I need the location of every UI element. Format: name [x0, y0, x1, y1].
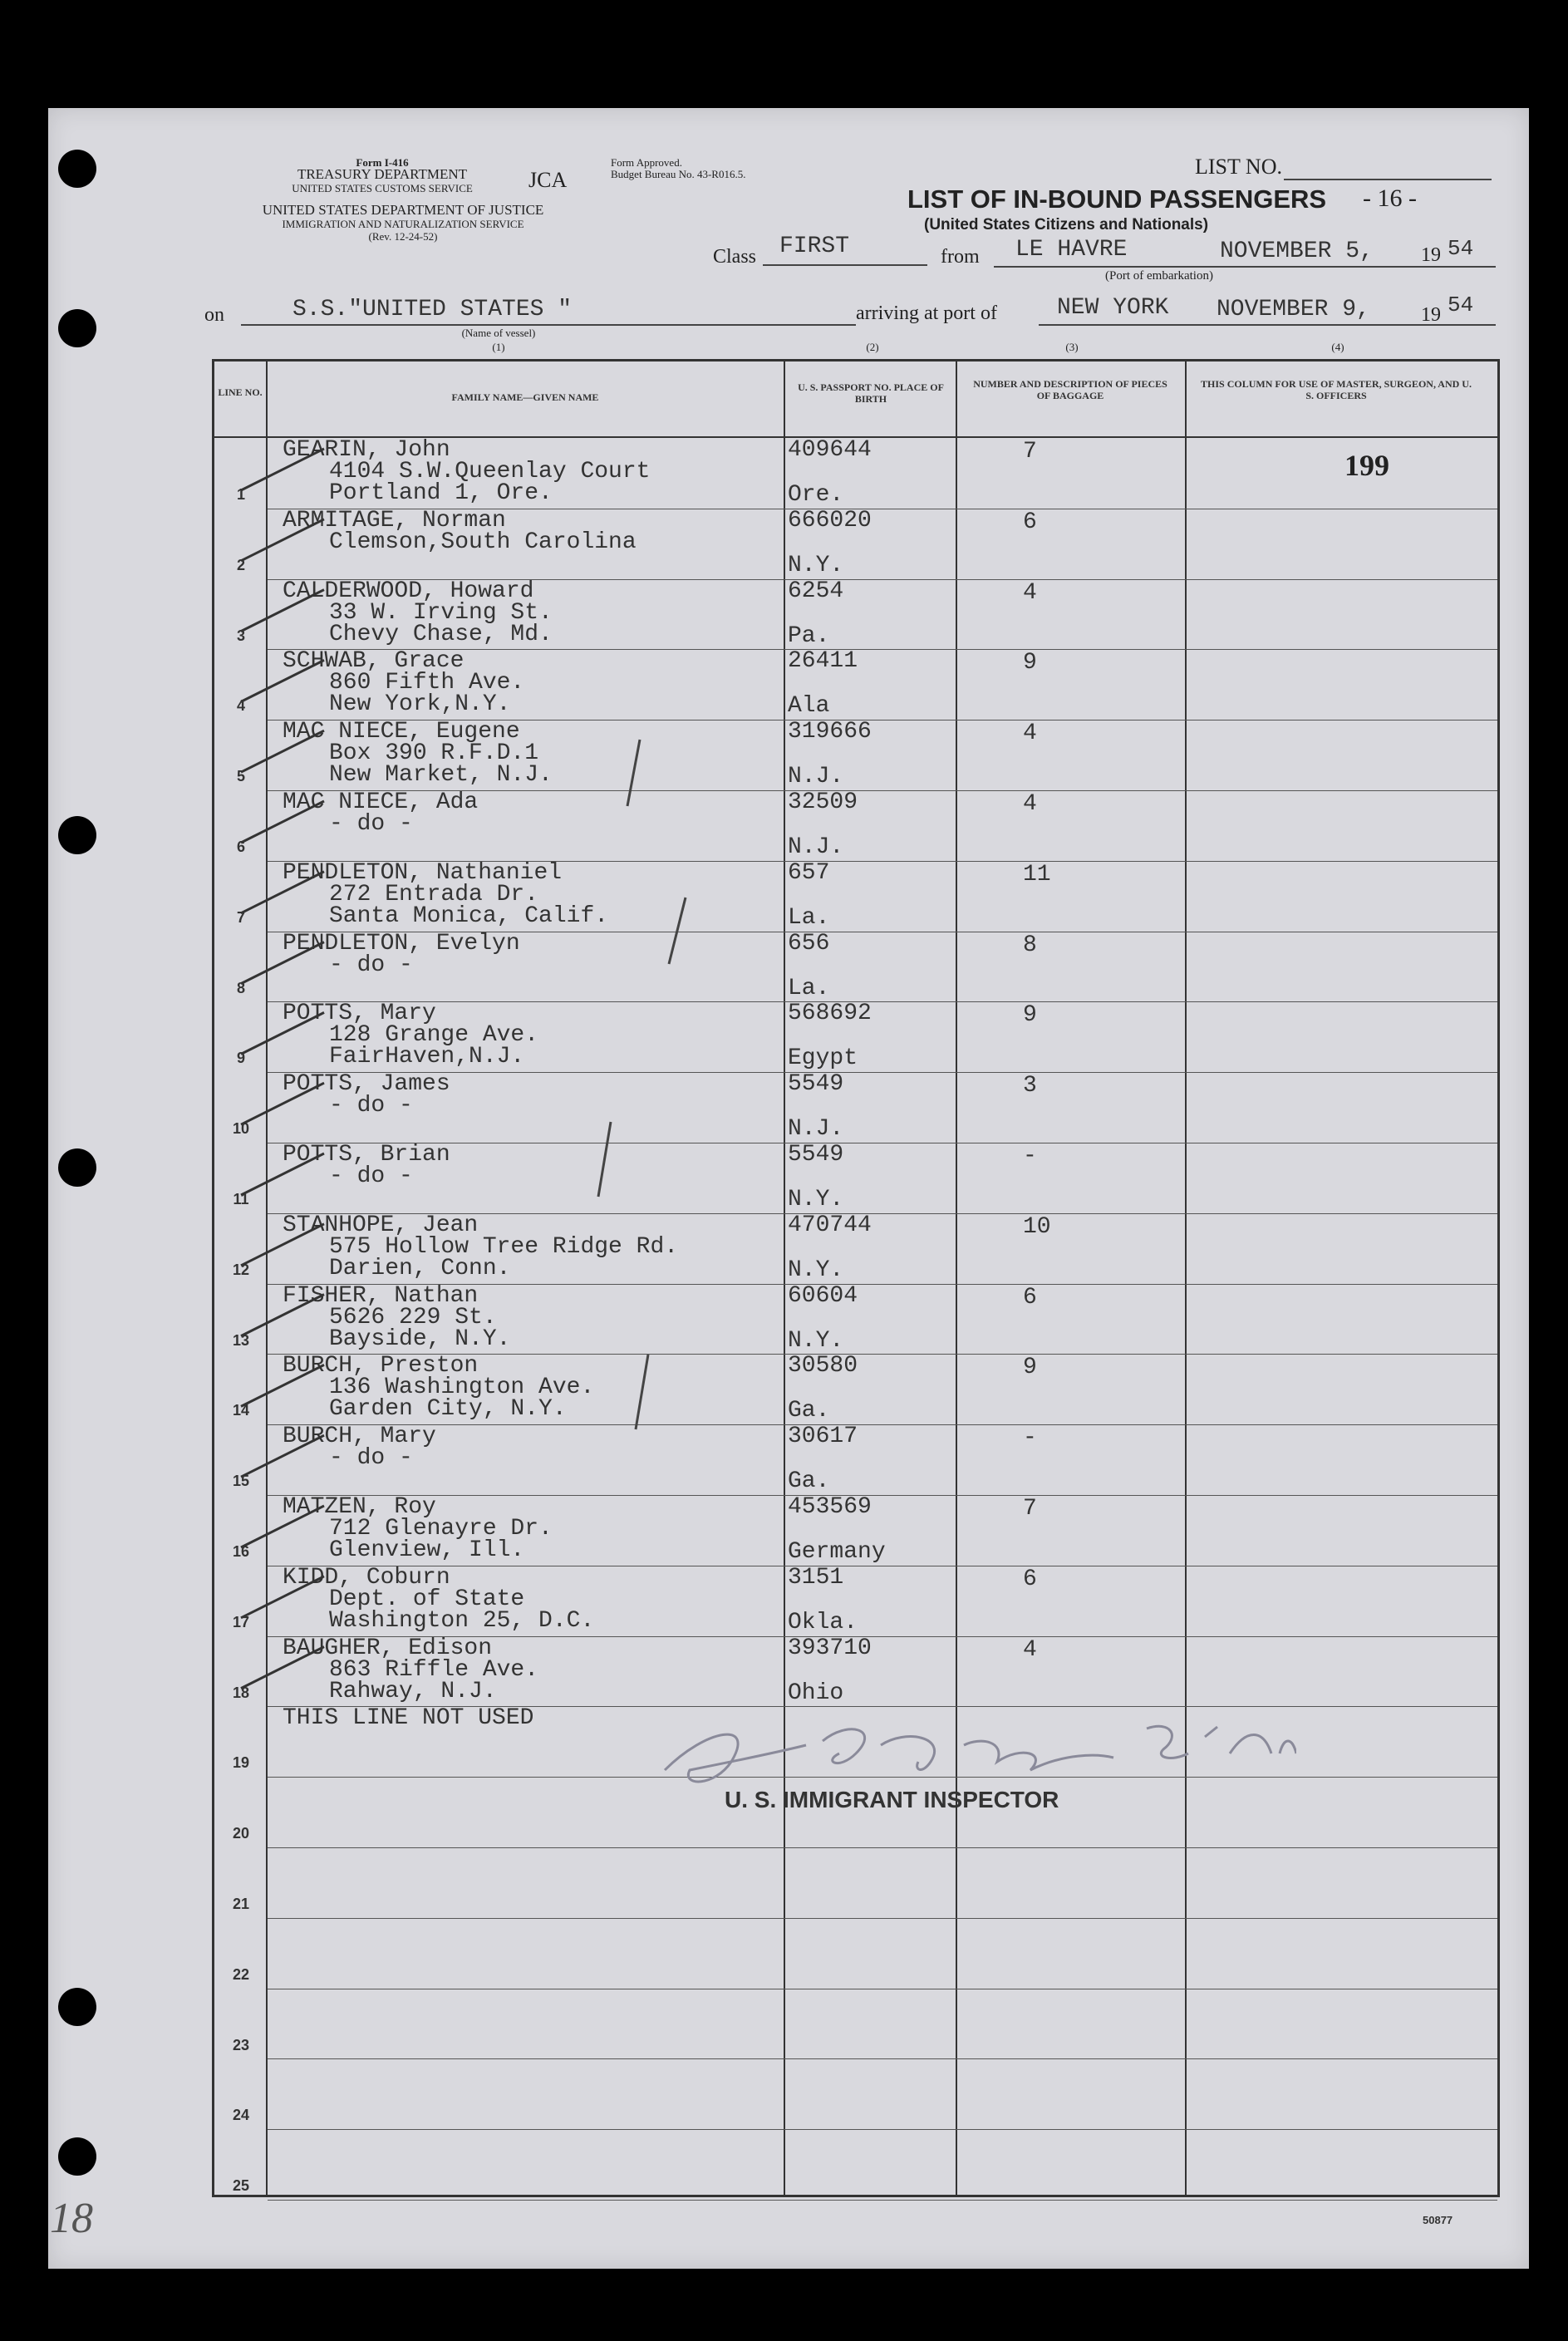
place-of-birth: La.	[788, 904, 830, 931]
check-mark	[241, 730, 324, 772]
place-of-birth: N.J.	[788, 834, 844, 860]
column-4-number: (4)	[1331, 341, 1344, 353]
line-number: 19	[232, 1754, 250, 1772]
line-number: 18	[232, 1684, 250, 1701]
form-approved: Form Approved.	[611, 156, 682, 169]
address-line-1: Dept. of State	[329, 1586, 525, 1612]
place-of-birth: N.Y.	[788, 1187, 844, 1212]
line-number: 24	[232, 2107, 250, 2124]
inspector-stamp: U. S. IMMIGRANT INSPECTOR	[725, 1787, 1059, 1812]
header-passport: U. S. PASSPORT NO. PLACE OF BIRTH	[798, 381, 944, 405]
address-line-1: - do -	[329, 1445, 413, 1472]
passport-number: 5549	[788, 1071, 844, 1098]
baggage-count: 4	[1023, 1636, 1037, 1663]
baggage-count: 7	[1023, 1496, 1037, 1522]
passenger-name: BURCH, Preston	[283, 1353, 479, 1380]
line-number: 15	[232, 1473, 250, 1490]
column-3-number: (3)	[1065, 341, 1079, 353]
pencil-mark	[627, 740, 640, 806]
clerk-initials: JCA	[528, 168, 568, 192]
line-number: 5	[236, 768, 245, 785]
address-line-2: New York,N.Y.	[329, 691, 511, 718]
place-of-birth: Okla.	[788, 1609, 858, 1635]
list-no-label: LIST NO.	[1195, 155, 1282, 179]
passenger-name: MATZEN, Roy	[283, 1494, 436, 1520]
address-line-1: 575 Hollow Tree Ridge Rd.	[329, 1233, 679, 1260]
address-line-1: Clemson,South Carolina	[329, 529, 637, 555]
passport-number: 3151	[788, 1564, 844, 1591]
check-mark	[241, 1295, 324, 1336]
check-mark	[241, 660, 324, 701]
line-number: 2	[236, 556, 245, 573]
address-line-1: 863 Riffle Ave.	[329, 1656, 539, 1683]
address-line-2: Chevy Chase, Md.	[329, 621, 553, 647]
arrival-date: NOVEMBER 9,	[1217, 297, 1370, 322]
passenger-name: CALDERWOOD, Howard	[283, 578, 534, 604]
baggage-count: 6	[1023, 509, 1037, 535]
place-of-birth: Ore.	[788, 482, 844, 508]
line-number: 23	[232, 2036, 250, 2053]
passenger-name: PENDLETON, Nathaniel	[283, 859, 563, 886]
passenger-name: MAC NIECE, Ada	[283, 789, 479, 815]
budget-bureau: Budget Bureau No. 43-R016.5.	[611, 168, 746, 180]
baggage-count: 4	[1023, 720, 1037, 747]
place-of-birth: N.Y.	[788, 1257, 844, 1283]
address-line-2: Bayside, N.Y.	[329, 1325, 511, 1352]
baggage-count: -	[1023, 1425, 1037, 1452]
passport-number: 5549	[788, 1142, 844, 1168]
baggage-count: 7	[1023, 439, 1037, 465]
vessel-caption: (Name of vessel)	[461, 327, 536, 339]
revision-date: (Rev. 12-24-52)	[368, 230, 438, 243]
arrival-underline	[1039, 324, 1496, 326]
baggage-count: 3	[1023, 1073, 1037, 1099]
line-number: 13	[232, 1331, 250, 1349]
passport-number: 656	[788, 930, 830, 957]
passenger-name: SCHWAB, Grace	[283, 648, 465, 675]
arriving-label: arriving at port of	[856, 302, 997, 324]
punch-hole	[58, 309, 96, 347]
place-of-birth: N.J.	[788, 764, 844, 790]
on-label: on	[204, 304, 224, 326]
line-number: 8	[236, 979, 245, 996]
check-mark	[241, 590, 324, 632]
passenger-name: STANHOPE, Jean	[283, 1212, 479, 1238]
line-number: 7	[236, 908, 245, 926]
passport-number: 6254	[788, 578, 844, 604]
passenger-name: BAUGHER, Edison	[283, 1635, 493, 1661]
address-line-1: - do -	[329, 952, 413, 978]
check-mark	[241, 1224, 324, 1266]
baggage-count: 10	[1023, 1213, 1051, 1240]
baggage-count: 9	[1023, 1355, 1037, 1381]
address-line-1: Box 390 R.F.D.1	[329, 740, 539, 767]
margin-mark: 18	[50, 2195, 93, 2242]
ins-service: IMMIGRATION AND NATURALIZATION SERVICE	[282, 218, 524, 230]
line-number: 25	[232, 2177, 250, 2195]
passport-number: 568692	[788, 1001, 872, 1027]
place-of-birth: N.Y.	[788, 552, 844, 578]
address-line-2: New Market, N.J.	[329, 762, 553, 789]
row-divider	[268, 2200, 1497, 2201]
address-line-1: 712 Glenayre Dr.	[329, 1516, 553, 1542]
passport-number: 470744	[788, 1212, 872, 1238]
print-code: 50877	[1423, 2214, 1453, 2226]
address-line-1: 128 Grange Ave.	[329, 1022, 539, 1049]
place-of-birth: Ga.	[788, 1468, 830, 1495]
place-of-birth: N.J.	[788, 1116, 844, 1143]
passport-number: 666020	[788, 507, 872, 534]
punch-hole	[58, 1148, 96, 1187]
check-mark	[241, 942, 324, 984]
passport-number: 30617	[788, 1424, 858, 1450]
embark-year-prefix: 19	[1421, 244, 1441, 266]
passport-number: 30580	[788, 1353, 858, 1380]
document-title: LIST OF IN-BOUND PASSENGERS	[907, 184, 1327, 214]
vessel-underline	[241, 324, 856, 326]
embarkation-date: NOVEMBER 5,	[1220, 239, 1374, 264]
passenger-name: GEARIN, John	[283, 437, 450, 463]
list-number: - 16 -	[1363, 184, 1417, 212]
check-mark	[241, 1576, 324, 1618]
column-divider	[1185, 361, 1187, 2195]
passport-number: 319666	[788, 719, 872, 745]
address-line-1: - do -	[329, 1163, 413, 1189]
place-of-birth: Ala	[788, 693, 830, 720]
place-of-birth: La.	[788, 975, 830, 1001]
line-number: 14	[232, 1402, 250, 1419]
port-of-embarkation: LE HAVRE	[1015, 237, 1128, 263]
customs-service: UNITED STATES CUSTOMS SERVICE	[292, 182, 473, 194]
passport-number: 60604	[788, 1282, 858, 1309]
port-embark-caption: (Port of embarkation)	[1105, 269, 1213, 283]
place-of-birth: Pa.	[788, 622, 830, 649]
pencil-mark	[669, 898, 686, 964]
header-line-no: LINE NO.	[218, 386, 263, 398]
line-number: 20	[232, 1825, 250, 1842]
check-mark	[241, 1647, 324, 1689]
row-divider	[268, 2129, 1497, 2130]
header-name: FAMILY NAME—GIVEN NAME	[451, 391, 599, 403]
check-mark	[241, 1365, 324, 1406]
address-line-2: Glenview, Ill.	[329, 1537, 525, 1563]
baggage-count: -	[1023, 1143, 1037, 1169]
check-marks	[233, 432, 748, 1695]
place-of-birth: N.Y.	[788, 1327, 844, 1354]
address-line-2: Washington 25, D.C.	[329, 1607, 595, 1634]
class-label: Class	[713, 246, 757, 268]
line-number: 11	[233, 1191, 249, 1207]
from-underline	[994, 266, 1496, 268]
passport-number: 32509	[788, 789, 858, 815]
check-mark	[241, 1435, 324, 1477]
line-number: 1	[236, 486, 245, 503]
address-line-2: Portland 1, Ore.	[329, 480, 553, 506]
address-line-1: - do -	[329, 811, 413, 837]
address-line-1: 4104 S.W.Queenlay Court	[329, 459, 651, 484]
arrival-port: NEW YORK	[1057, 295, 1169, 321]
address-line-1: 860 Fifth Ave.	[329, 670, 525, 696]
line-number: 4	[236, 697, 245, 715]
address-line-1: 5626 229 St.	[329, 1304, 497, 1330]
address-line-2: Santa Monica, Calif.	[329, 902, 609, 929]
passenger-name: MAC NIECE, Eugene	[283, 719, 520, 745]
check-mark	[241, 1083, 324, 1124]
passenger-name: ARMITAGE, Norman	[283, 507, 506, 534]
punch-hole	[58, 1988, 96, 2026]
baggage-count: 6	[1023, 1284, 1037, 1311]
row-divider	[268, 2058, 1497, 2059]
baggage-count: 6	[1023, 1566, 1037, 1592]
check-mark	[241, 801, 324, 843]
treasury-dept: TREASURY DEPARTMENT	[297, 166, 468, 182]
pencil-mark	[636, 1355, 648, 1429]
header-officers: THIS COLUMN FOR USE OF MASTER, SURGEON, AND U. S. OFFICERS	[1201, 378, 1472, 401]
passenger-name: POTTS, James	[283, 1071, 450, 1098]
address-line-1: 272 Entrada Dr.	[329, 881, 539, 907]
address-line-2: Garden City, N.Y.	[329, 1396, 567, 1423]
arrival-year: 54	[1448, 293, 1474, 317]
passenger-name: FISHER, Nathan	[283, 1282, 479, 1309]
address-line-1: 136 Washington Ave.	[329, 1375, 595, 1401]
place-of-birth: Egypt	[788, 1045, 858, 1072]
line-number: 6	[236, 839, 245, 855]
baggage-count: 4	[1023, 579, 1037, 606]
line-number: 9	[236, 1050, 245, 1067]
class-underline	[763, 264, 927, 266]
check-mark	[241, 1012, 324, 1054]
pencil-mark	[598, 1122, 611, 1197]
address-line-2: Rahway, N.J.	[329, 1678, 497, 1704]
baggage-count: 9	[1023, 1002, 1037, 1029]
class-value: FIRST	[779, 234, 850, 259]
column-divider	[784, 361, 785, 2195]
passport-number: 453569	[788, 1494, 872, 1520]
address-line-1: - do -	[329, 1093, 413, 1119]
passport-number: 409644	[788, 437, 872, 463]
form-number: Form I-416	[356, 156, 409, 169]
line-number: 21	[232, 1896, 250, 1912]
line-number: 17	[232, 1613, 250, 1630]
column-1-number: (1)	[492, 341, 505, 353]
row-divider	[268, 1847, 1497, 1848]
baggage-count: 4	[1023, 791, 1037, 817]
passport-number: 26411	[788, 648, 858, 675]
passenger-name: THIS LINE NOT USED	[283, 1705, 534, 1732]
check-mark	[241, 1506, 324, 1547]
arrival-year-prefix: 19	[1421, 304, 1441, 326]
passenger-name: PENDLETON, Evelyn	[283, 930, 520, 957]
line-number: 10	[232, 1120, 250, 1138]
embark-year: 54	[1448, 236, 1474, 261]
line-number: 16	[232, 1543, 250, 1560]
passenger-name: KIDD, Coburn	[283, 1564, 450, 1591]
line-number: 3	[236, 627, 245, 644]
address-line-2: Darien, Conn.	[329, 1255, 511, 1281]
passenger-name: POTTS, Brian	[283, 1142, 450, 1168]
address-line-1: 33 W. Irving St.	[329, 599, 553, 626]
check-mark	[241, 872, 324, 913]
check-mark	[241, 449, 324, 490]
address-line-2: FairHaven,N.J.	[329, 1044, 525, 1070]
baggage-count: 11	[1023, 861, 1051, 888]
passport-number: 393710	[788, 1635, 872, 1661]
punch-hole	[58, 816, 96, 854]
punch-hole	[58, 150, 96, 188]
list-no-underline	[1284, 179, 1492, 180]
check-mark	[241, 519, 324, 561]
officers-note: 199	[1344, 449, 1389, 482]
header-baggage: NUMBER AND DESCRIPTION OF PIECES OF BAGGAGE	[973, 378, 1167, 401]
vessel-name: S.S."UNITED STATES "	[292, 297, 573, 322]
from-label: from	[941, 246, 980, 268]
place-of-birth: Germany	[788, 1539, 886, 1565]
justice-dept: UNITED STATES DEPARTMENT OF JUSTICE	[262, 202, 544, 218]
row-divider	[268, 1918, 1497, 1919]
place-of-birth: Ga.	[788, 1398, 830, 1424]
baggage-count: 8	[1023, 932, 1037, 958]
place-of-birth: Ohio	[788, 1680, 844, 1706]
line-number: 12	[232, 1261, 250, 1278]
line-number: 22	[232, 1965, 250, 1983]
passenger-name: POTTS, Mary	[283, 1001, 436, 1027]
column-2-number: (2)	[866, 341, 879, 353]
check-mark	[241, 1153, 324, 1195]
passport-number: 657	[788, 859, 830, 886]
punch-hole	[58, 2137, 96, 2176]
baggage-count: 9	[1023, 650, 1037, 676]
passenger-name: BURCH, Mary	[283, 1424, 436, 1450]
column-divider	[956, 361, 957, 2195]
document-subtitle: (United States Citizens and Nationals)	[924, 216, 1209, 234]
